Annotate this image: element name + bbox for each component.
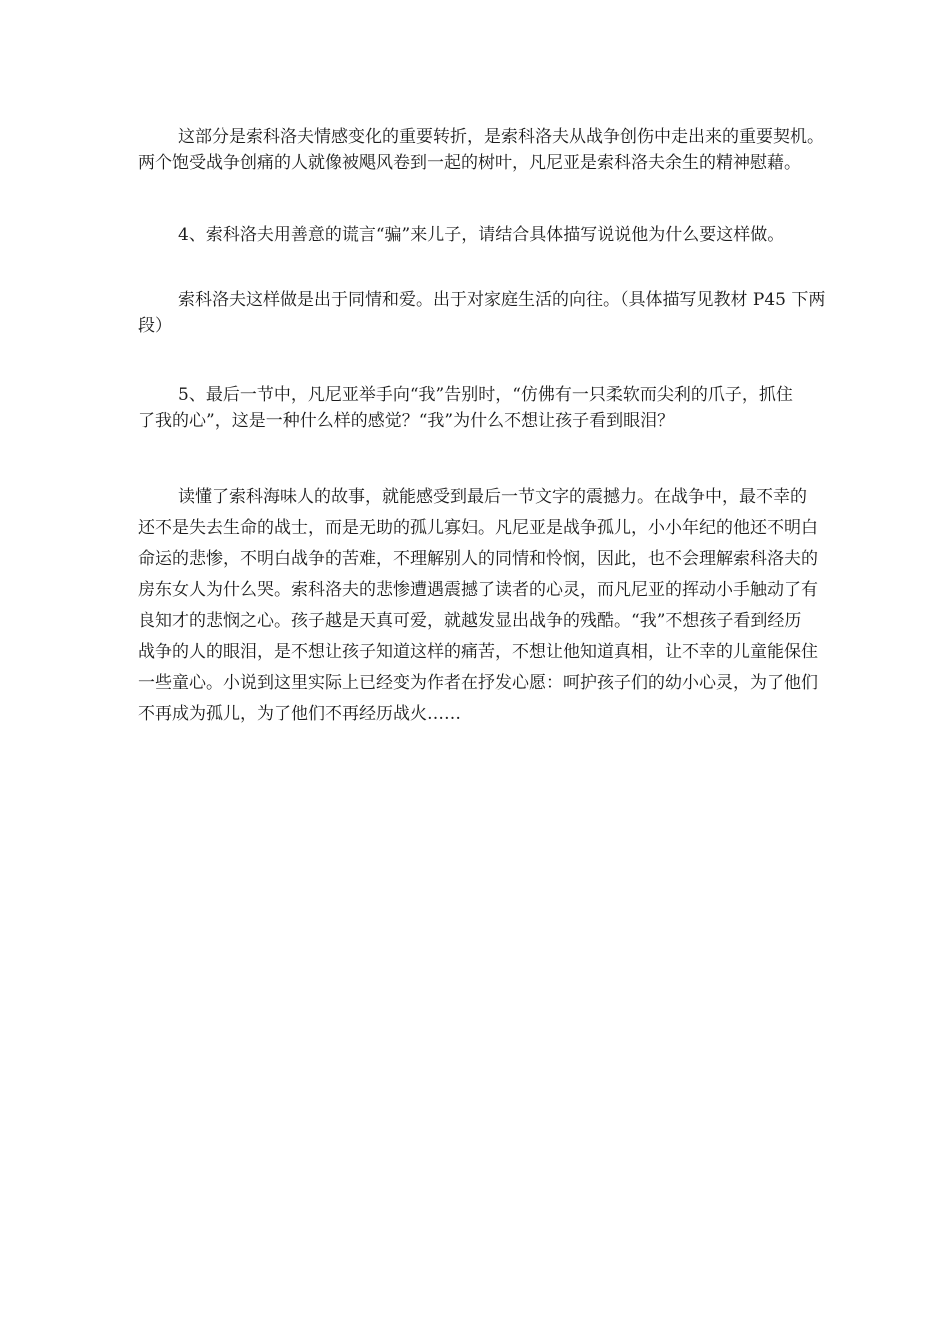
text-line: 一些童心。小说到这里实际上已经变为作者在抒发心愿：呵护孩子们的幼小心灵，为了他们 [138,673,818,693]
question-4 [138,222,818,248]
text-line: 命运的悲惨，不明白战争的苦难，不理解别人的同情和怜悯，因此，也不会理解索科洛夫的 [138,549,818,569]
text-line: 索科洛夫这样做是出于同情和爱。出于对家庭生活的向往。（具体描写见教材 P45 下两 [178,290,826,310]
text-line: 读懂了索科海味人的故事，就能感受到最后一节文字的震撼力。在战争中，最不幸的 [178,487,807,507]
text-line: 5、最后一节中，凡尼亚举手向“我”告别时，“仿佛有一只柔软而尖利的爪子，抓住 [178,385,793,405]
text-line: 了我的心”，这是一种什么样的感觉？“我”为什么不想让孩子看到眼泪？ [138,411,675,431]
text-line: 4、索科洛夫用善意的谎言“骗”来儿子，请结合具体描写说说他为什么要这样做。 [178,225,785,245]
text-line: 还不是失去生命的战士，而是无助的孤儿寡妇。凡尼亚是战争孤儿，小小年纪的他还不明白 [138,518,818,538]
text-line: 战争的人的眼泪，是不想让孩子知道这样的痛苦，不想让他知道真相，让不幸的儿童能保住 [138,642,818,662]
text-line: 这部分是索科洛夫情感变化的重要转折，是索科洛夫从战争创伤中走出来的重要契机。 [178,127,824,147]
text-line: 不再成为孤儿，为了他们不再经历战火…… [138,704,461,724]
paragraph-turning-point [138,124,824,176]
text-line: 两个饱受战争创痛的人就像被飓风卷到一起的树叶，凡尼亚是索科洛夫余生的精神慰藉。 [138,153,801,173]
answer-5 [138,482,818,730]
text-line: 良知才的悲悯之心。孩子越是天真可爱，就越发显出战争的残酷。“我”不想孩子看到经历 [138,611,802,631]
text-line: 房东女人为什么哭。索科洛夫的悲惨遭遇震撼了读者的心灵，而凡尼亚的挥动小手触动了有 [138,580,818,600]
answer-4 [138,287,826,339]
question-5 [138,382,818,434]
text-line: 段） [138,316,172,336]
